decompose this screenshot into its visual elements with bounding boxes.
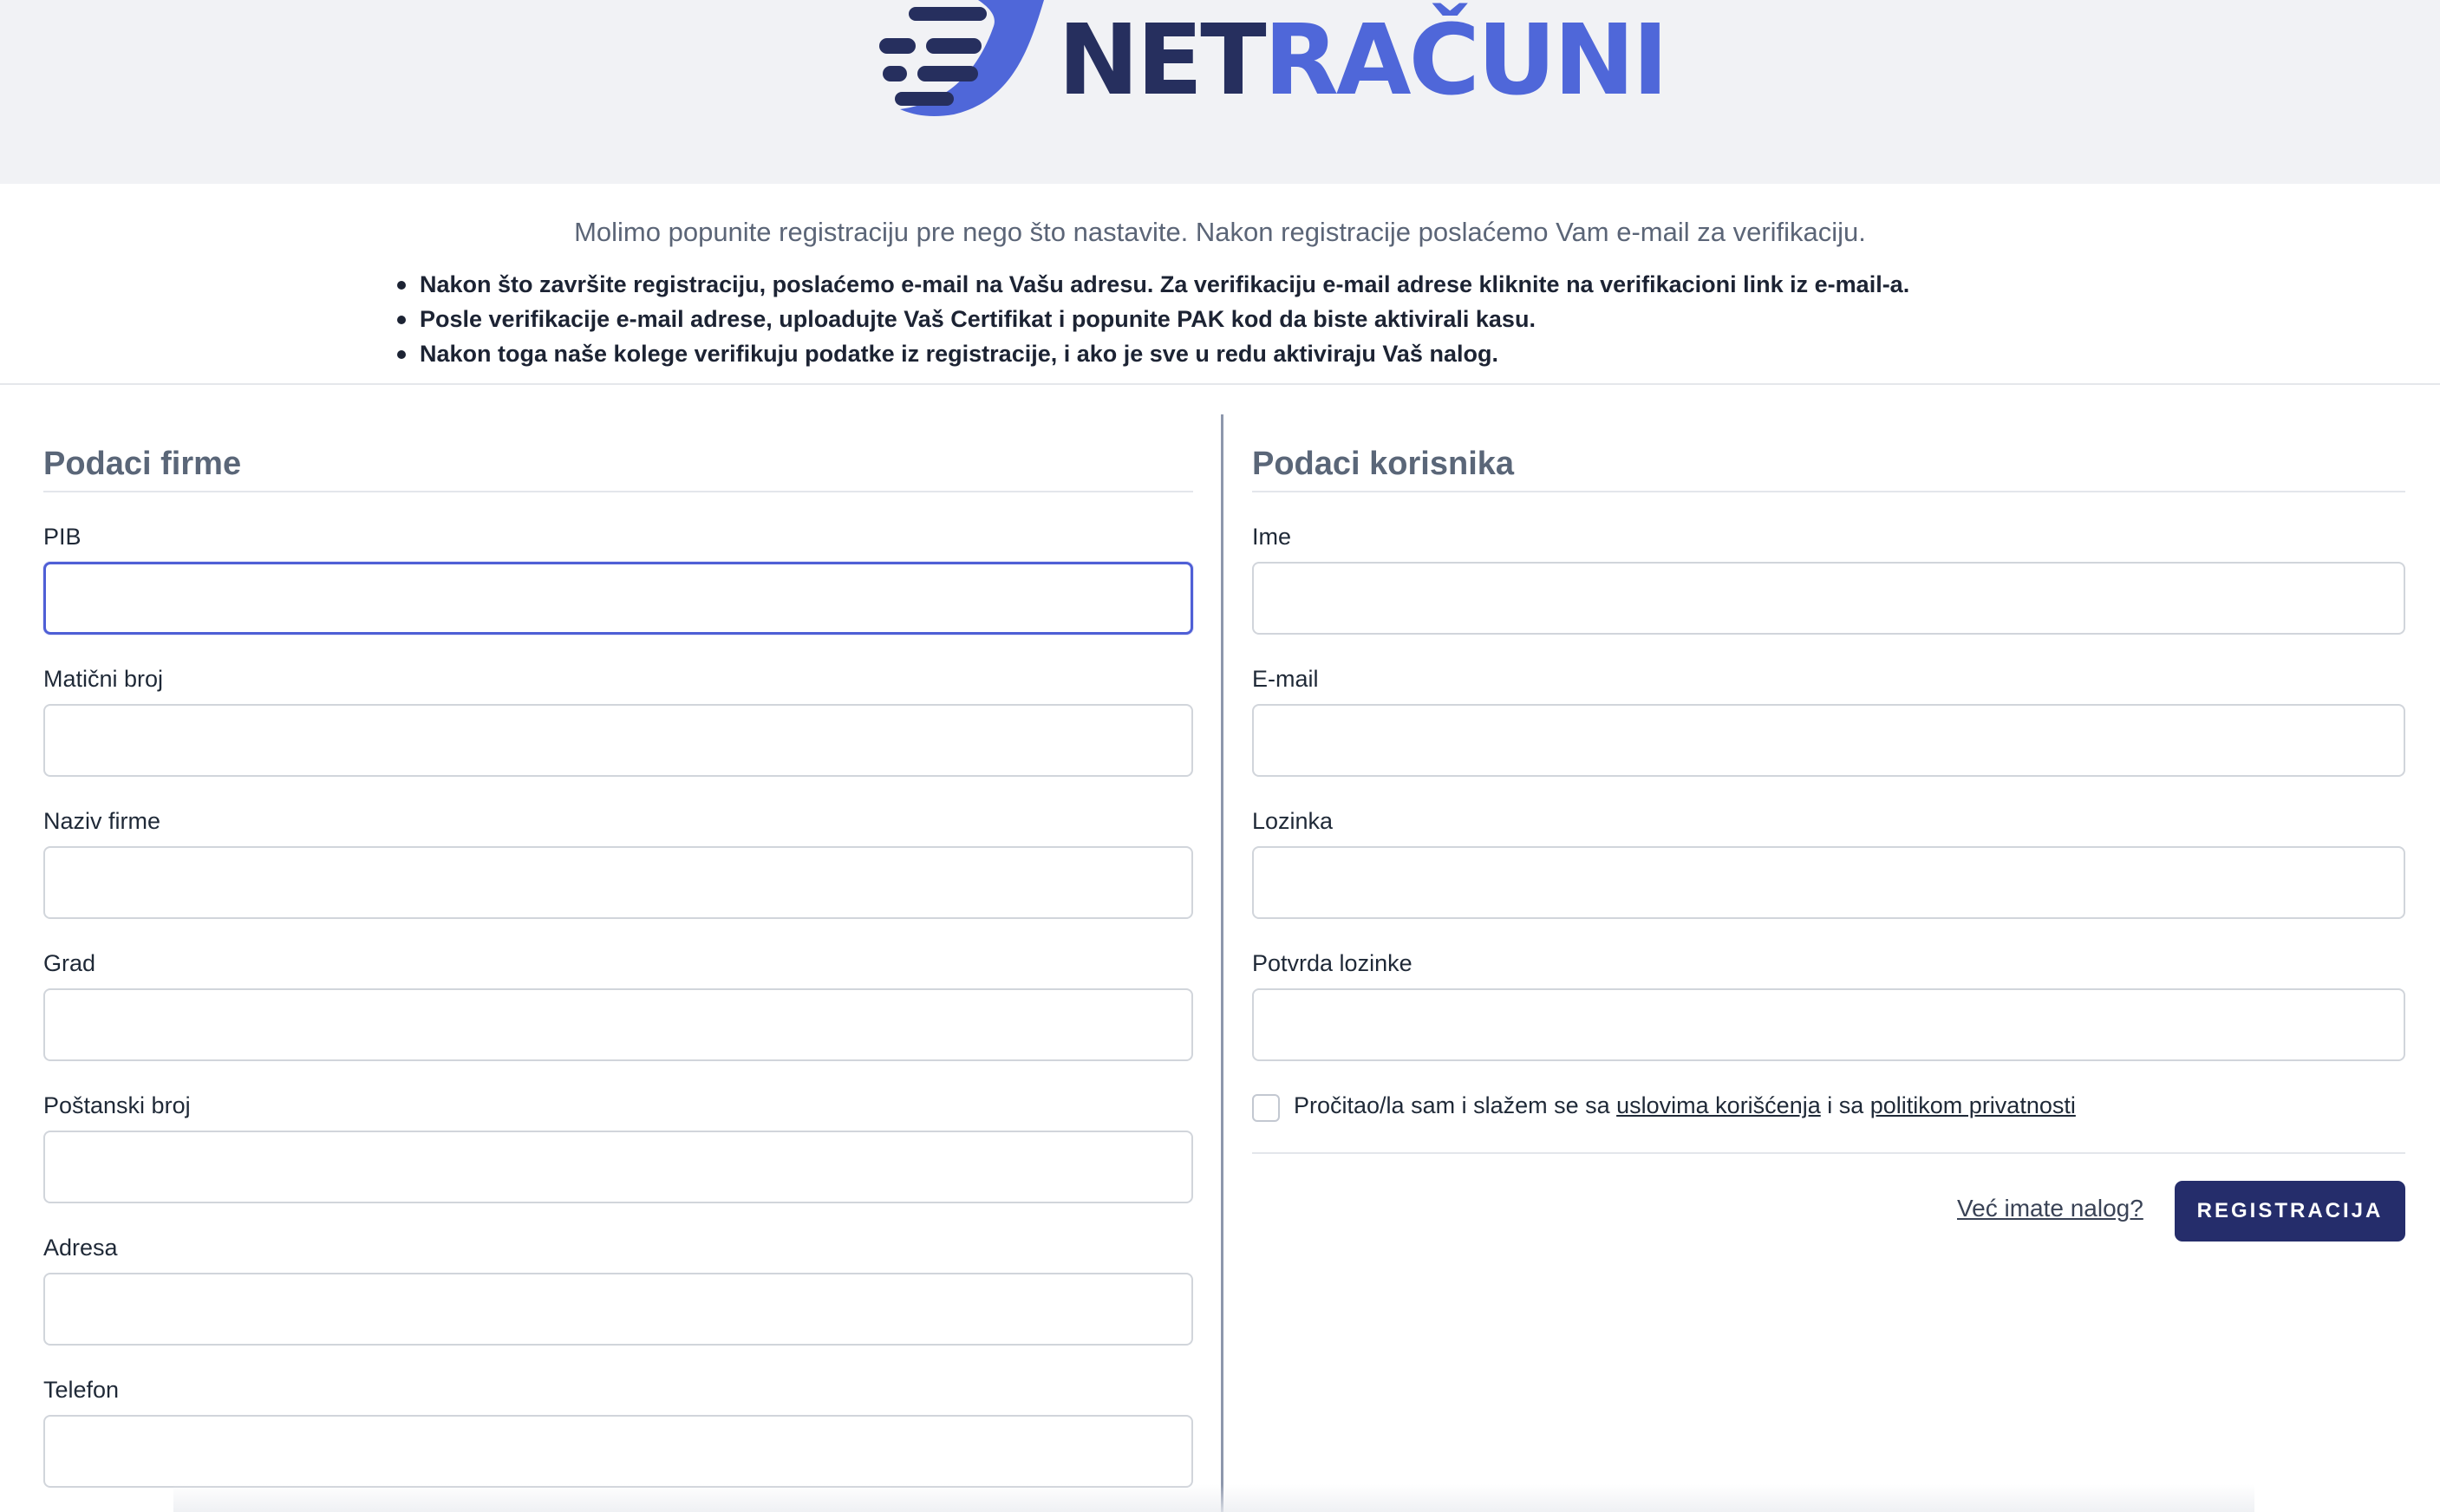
register-button[interactable]: REGISTRACIJA (2175, 1181, 2405, 1242)
password-input[interactable] (1252, 846, 2405, 919)
logo-mark-icon (874, 0, 1056, 121)
pib-label: PIB (43, 524, 82, 550)
grad-label: Grad (43, 950, 96, 976)
naziv-firme-label: Naziv firme (43, 808, 161, 834)
company-section-rule (43, 491, 1193, 492)
intro-steps (394, 267, 1909, 371)
company-section-title: Podaci firme (43, 446, 242, 482)
header (0, 0, 2440, 184)
column-divider (1221, 414, 1223, 1512)
ime-label: Ime (1252, 524, 1292, 550)
form-actions-rule (1252, 1152, 2405, 1154)
grad-input[interactable] (43, 988, 1193, 1061)
telefon-label: Telefon (43, 1377, 120, 1403)
postanski-broj-input[interactable] (43, 1131, 1193, 1203)
postanski-broj-label: Poštanski broj (43, 1092, 191, 1118)
login-link[interactable]: Već imate nalog? (1957, 1195, 2143, 1222)
terms-prefix: Pročitao/la sam i slažem se sa (1294, 1092, 1617, 1118)
intro-step: Nakon toga naše kolege verifikuju podatke iz registracije, i ako je sve u redu aktiviraju Vaš nalog. (394, 336, 1909, 371)
brand-logo[interactable] (874, 0, 1667, 121)
naziv-firme-input[interactable] (43, 846, 1193, 919)
user-section-rule (1252, 491, 2405, 492)
bottom-shade (173, 1484, 2254, 1512)
lozinka-label: Lozinka (1252, 808, 1334, 834)
maticni-broj-input[interactable] (43, 704, 1193, 777)
brand-name-part2: RAČUNI (1263, 4, 1667, 117)
terms-of-use-link[interactable]: uslovima korišćenja (1616, 1092, 1821, 1118)
pib-input[interactable] (43, 562, 1193, 635)
potvrda-lozinke-label: Potvrda lozinke (1252, 950, 1412, 976)
ime-input[interactable] (1252, 562, 2405, 635)
intro-step: Nakon što završite registraciju, poslaćemo e-mail na Vašu adresu. Za verifikaciju e-mail adrese kliknite na verifikacioni link iz e-mail-a. (394, 267, 1909, 302)
privacy-policy-link[interactable]: politikom privatnosti (1869, 1092, 2076, 1118)
email-input[interactable] (1252, 704, 2405, 777)
brand-name-part1: NET (1058, 4, 1264, 117)
terms-text (1294, 1092, 2076, 1119)
terms-checkbox[interactable] (1252, 1094, 1280, 1122)
email-label: E-mail (1252, 666, 1319, 692)
intro-panel (0, 184, 2440, 385)
user-section-title: Podaci korisnika (1252, 446, 1515, 482)
adresa-label: Adresa (43, 1235, 118, 1261)
maticni-broj-label: Matični broj (43, 666, 164, 692)
intro-step: Posle verifikacije e-mail adrese, uploadujte Vaš Certifikat i popunite PAK kod da biste aktivirali kasu. (394, 302, 1909, 336)
telefon-input[interactable] (43, 1415, 1193, 1488)
intro-lead: Molimo popunite registraciju pre nego što nastavite. Nakon registracije poslaćemo Vam e-mail za verifikaciju. (574, 217, 1866, 247)
adresa-input[interactable] (43, 1273, 1193, 1346)
confirm-password-input[interactable] (1252, 988, 2405, 1061)
terms-middle: i sa (1820, 1092, 1870, 1118)
brand-wordmark (1058, 4, 1667, 117)
